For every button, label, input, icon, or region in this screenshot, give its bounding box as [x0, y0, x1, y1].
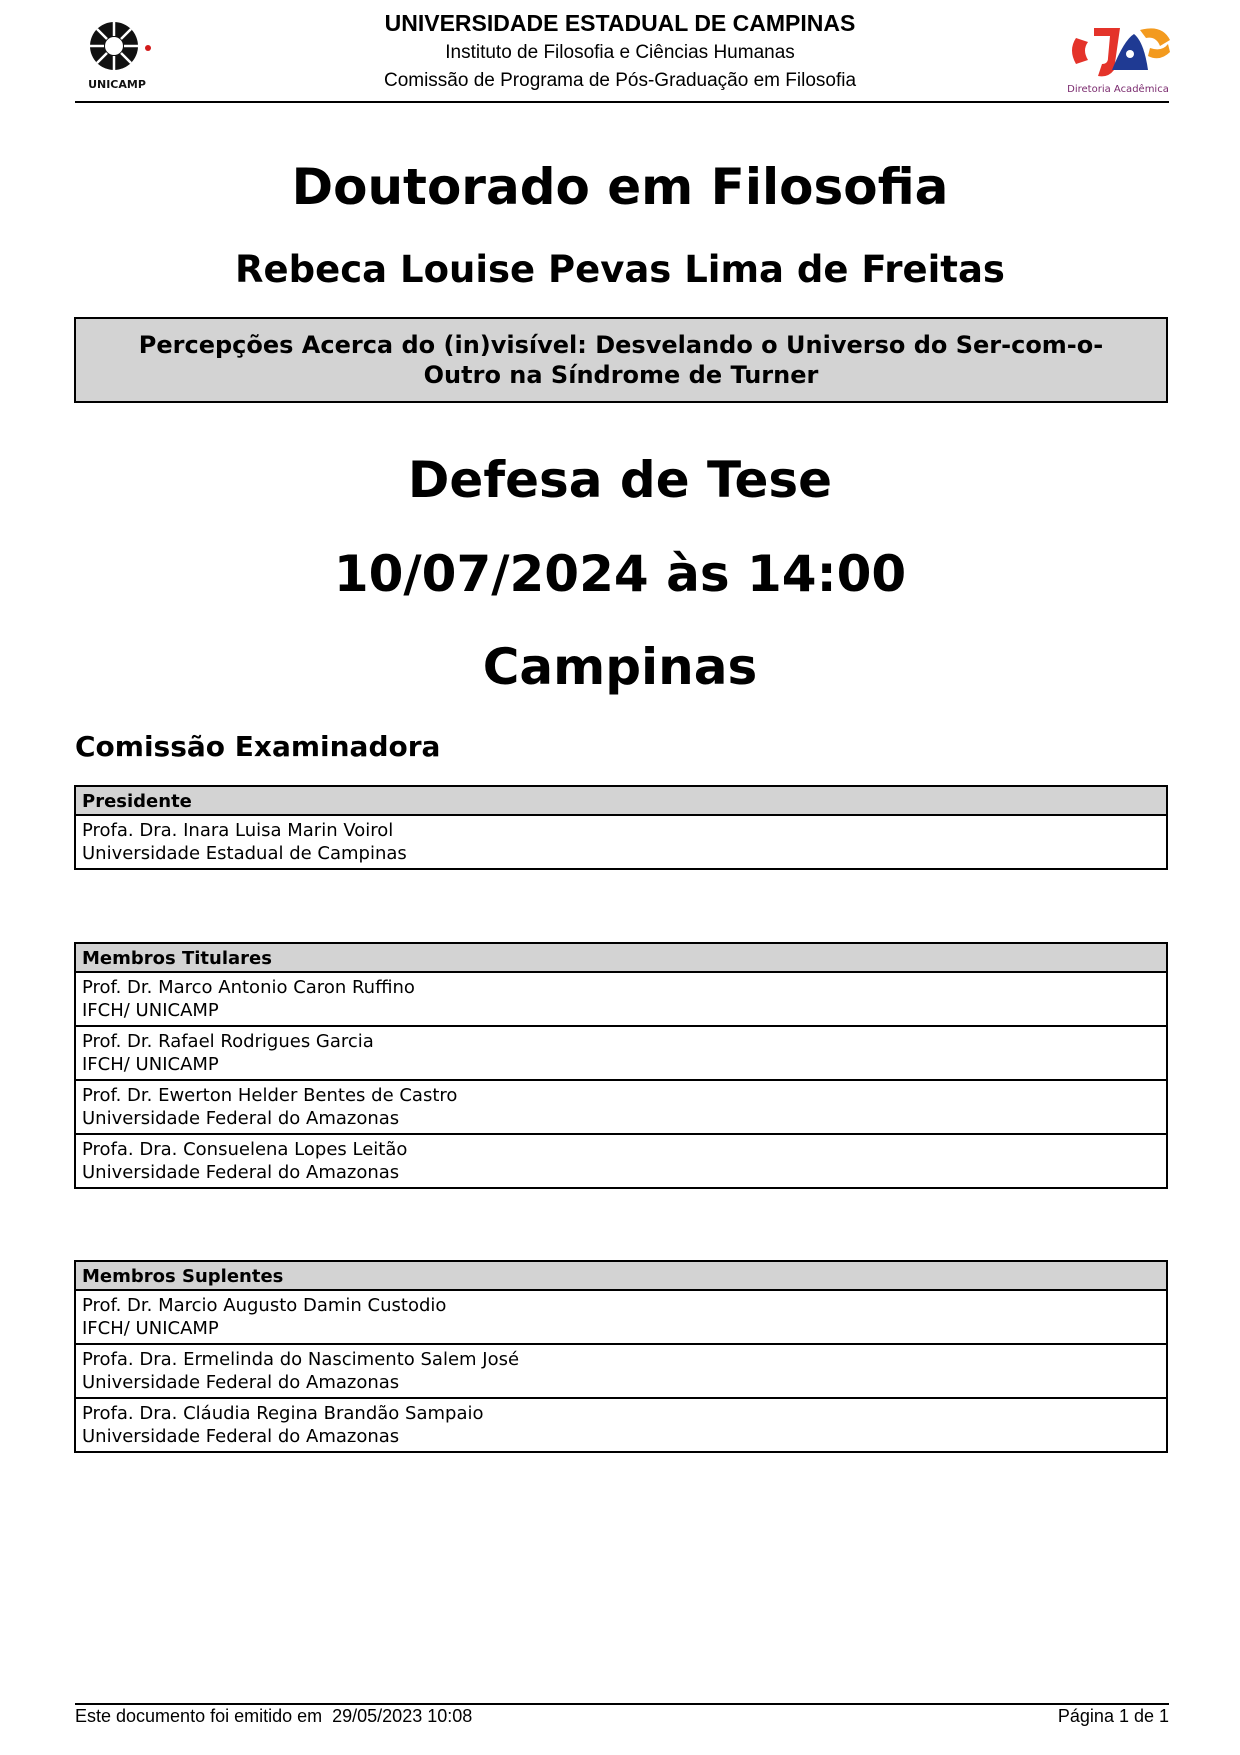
defense-type: Defesa de Tese: [407, 451, 833, 509]
member-institution: IFCH/ UNICAMP: [82, 1054, 219, 1075]
issued-timestamp: Este documento foi emitido em 29/05/2023 10:08: [75, 1706, 473, 1726]
table-row: [76, 1081, 1166, 1135]
president-table: [74, 785, 1168, 870]
committee-heading: Comissão Examinadora: [75, 730, 441, 763]
thesis-title-box: [74, 317, 1168, 403]
table-row: [76, 816, 1166, 868]
institute-name: Instituto de Filosofia e Ciências Humanas: [445, 42, 795, 63]
titulares-header: Membros Titulares: [76, 944, 1166, 973]
member-institution: IFCH/ UNICAMP: [82, 1318, 219, 1339]
member-institution: Universidade Federal do Amazonas: [82, 1426, 400, 1447]
candidate-name: Rebeca Louise Pevas Lima de Freitas: [235, 248, 1005, 291]
member-name: Profa. Dra. Inara Luisa Marin Voirol: [82, 820, 394, 841]
unicamp-logo: [80, 14, 154, 94]
member-name: Prof. Dr. Marco Antonio Caron Ruffino: [82, 977, 415, 998]
footer-divider: [75, 1703, 1169, 1705]
member-institution: Universidade Federal do Amazonas: [82, 1108, 400, 1129]
suplentes-header: Membros Suplentes: [76, 1262, 1166, 1291]
commission-name: Comissão de Programa de Pós-Graduação em Filosofia: [383, 70, 857, 91]
member-name: Profa. Dra. Ermelinda do Nascimento Salem José: [82, 1349, 520, 1370]
table-row: [76, 1345, 1166, 1399]
member-institution: Universidade Federal do Amazonas: [82, 1162, 400, 1183]
member-name: Prof. Dr. Marcio Augusto Damin Custodio: [82, 1295, 447, 1316]
diretoria-academica-logo: [1062, 20, 1172, 96]
table-row: [76, 1027, 1166, 1081]
diretoria-logo-text: Diretoria Acadêmica: [1067, 84, 1169, 95]
member-name: Prof. Dr. Rafael Rodrigues Garcia: [82, 1031, 374, 1052]
president-header: Presidente: [76, 787, 1166, 816]
defense-datetime: 10/07/2024 às 14:00: [333, 545, 907, 603]
table-row: [76, 973, 1166, 1027]
member-institution: Universidade Federal do Amazonas: [82, 1372, 400, 1393]
page-number: Página 1 de 1: [1057, 1706, 1169, 1726]
suplentes-table: [74, 1260, 1168, 1453]
header-divider: [75, 101, 1169, 103]
table-row: [76, 1135, 1166, 1187]
member-name: Profa. Dra. Cláudia Regina Brandão Sampaio: [82, 1403, 484, 1424]
titulares-table: [74, 942, 1168, 1189]
unicamp-logo-text: UNICAMP: [88, 78, 146, 91]
table-row: [76, 1291, 1166, 1345]
table-row: [76, 1399, 1166, 1451]
member-institution: IFCH/ UNICAMP: [82, 1000, 219, 1021]
member-institution: Universidade Estadual de Campinas: [82, 843, 407, 864]
course-title: Doutorado em Filosofia: [291, 158, 949, 216]
thesis-title: Percepções Acerca do (in)visível: Desvelando o Universo do Ser-com-o-Outro na Síndrome de Turner: [138, 331, 1104, 389]
member-name: Prof. Dr. Ewerton Helder Bentes de Castro: [82, 1085, 458, 1106]
university-name: UNIVERSIDADE ESTADUAL DE CAMPINAS: [384, 10, 856, 36]
defense-city: Campinas: [482, 638, 758, 696]
member-name: Profa. Dra. Consuelena Lopes Leitão: [82, 1139, 408, 1160]
